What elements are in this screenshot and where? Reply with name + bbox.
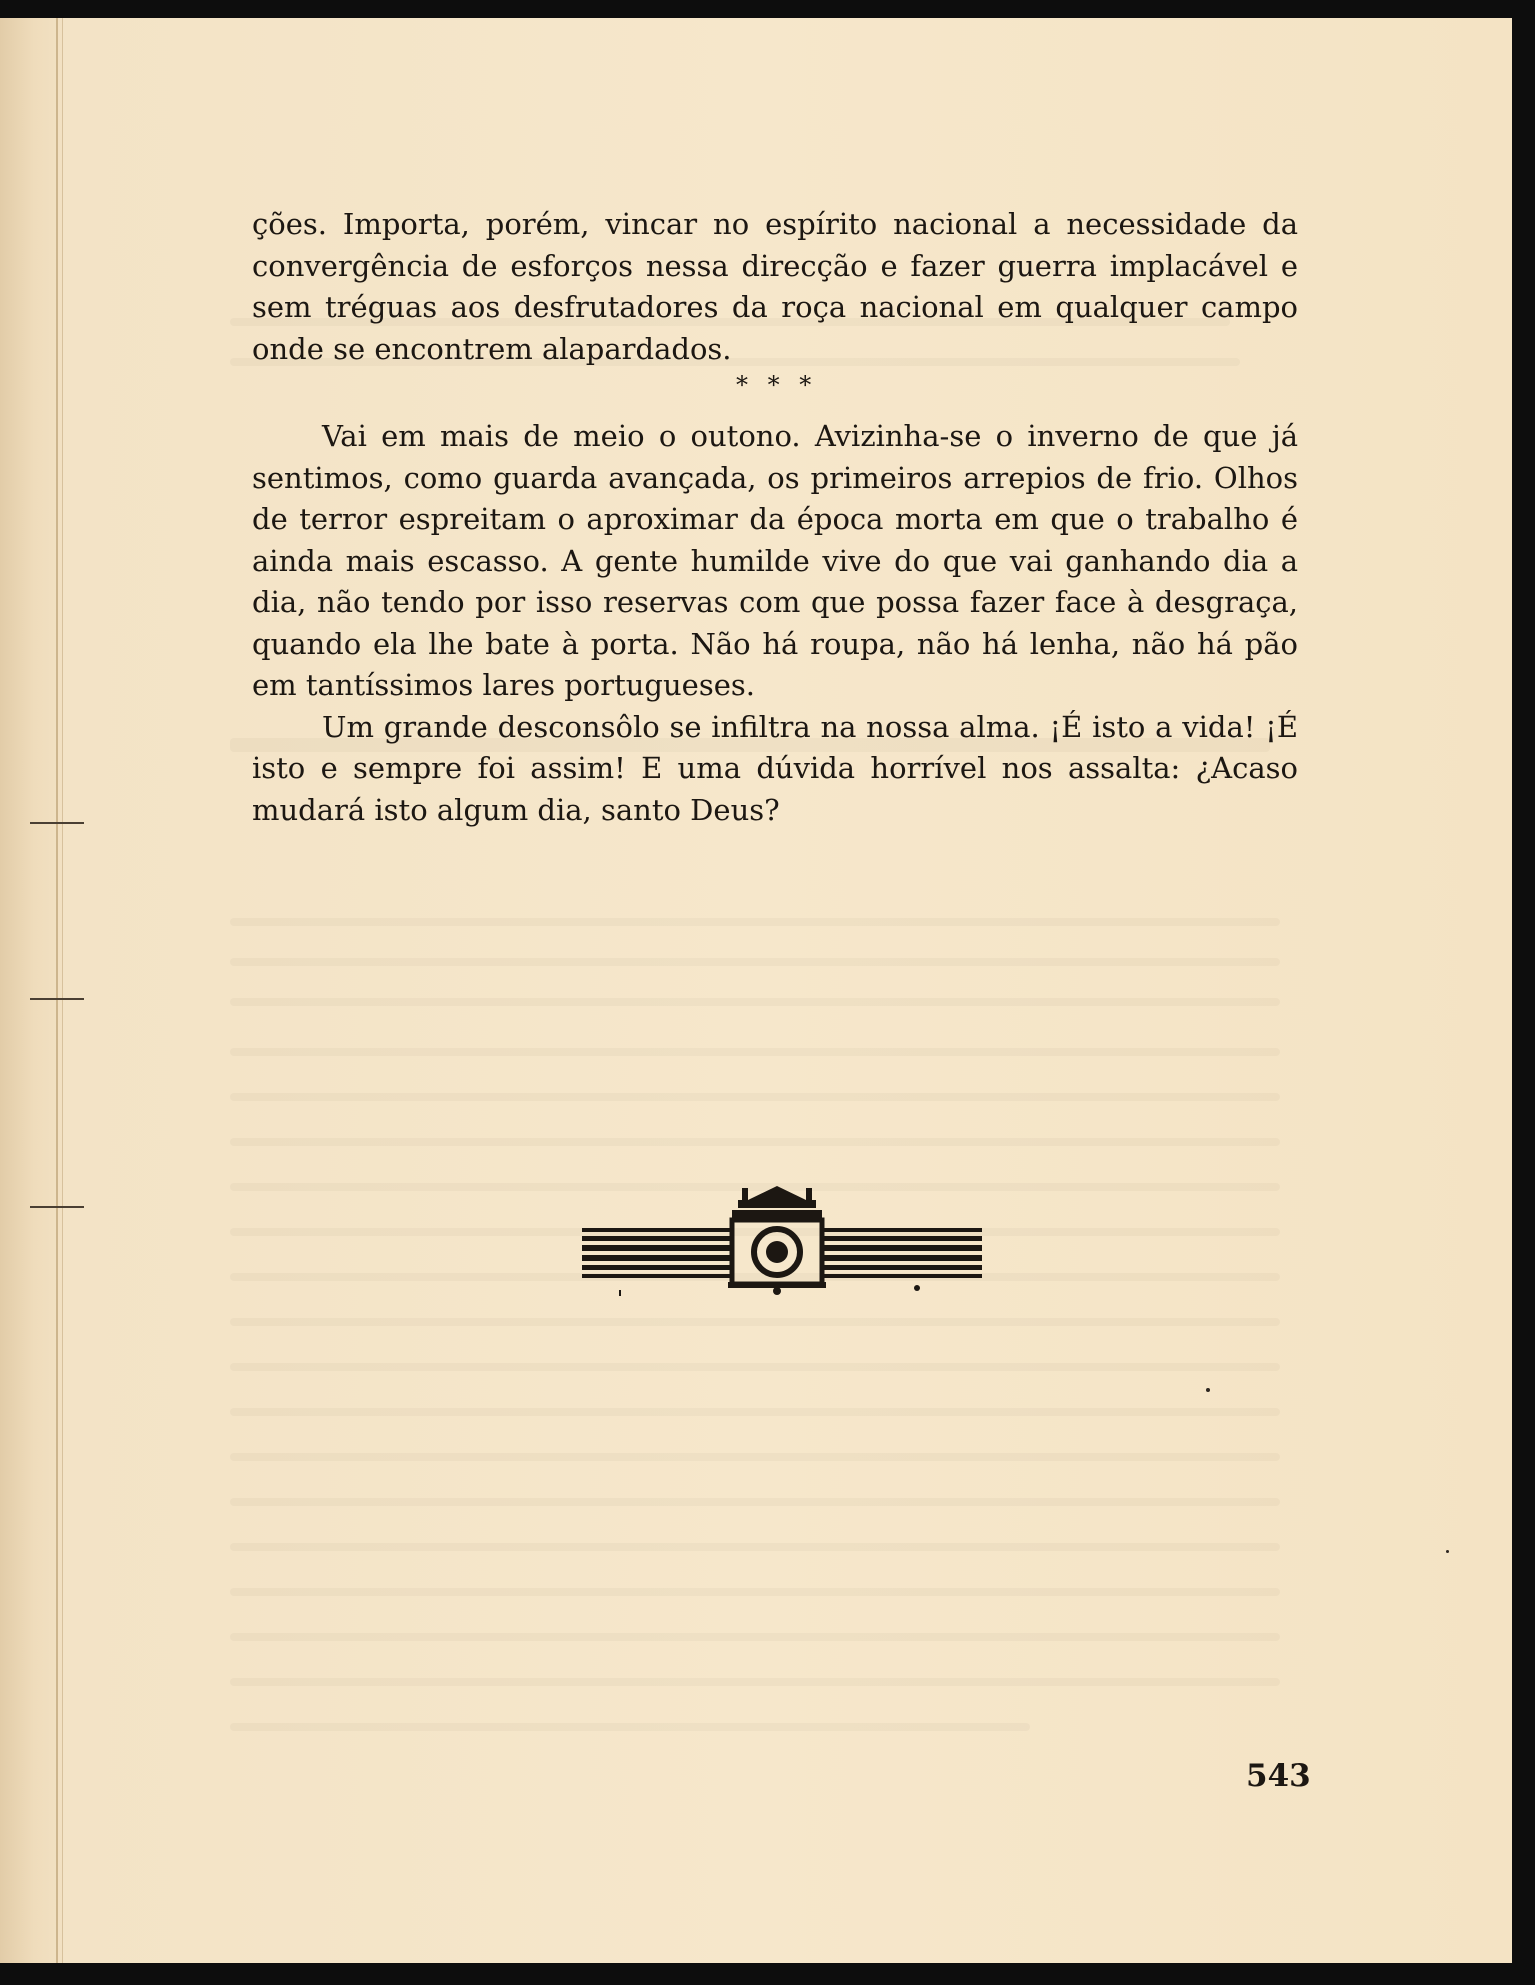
page-number: 543 xyxy=(1246,1758,1311,1794)
binding-mark xyxy=(30,998,84,1000)
gutter-fold xyxy=(56,18,58,1963)
body-text xyxy=(252,204,1298,831)
binding-mark xyxy=(30,1206,84,1208)
paper-speck xyxy=(1446,1550,1449,1553)
paragraph-lament: Um grande desconsôlo se infiltra na nossa alma. ¡É isto a vida! ¡É isto e sempre foi assim! E uma dúvida horrível nos assalta: ¿Acaso mudará isto algum dia, santo Deus? xyxy=(252,709,1298,827)
paragraph-autumn: Vai em mais de meio o outono. Avizinha-se o inverno de que já sentimos, como guarda avançada, os primeiros arrepios de frio. Olhos de terror espreitam o aproximar da época morta em que o trabalho é ainda mais escasso. A gente humilde vive do que vai ganhando dia a dia, não tendo por isso reservas com que possa fazer face à desgraça, quando ela lhe bate à porta. Não há roupa, não há lenha, não há pão em tantíssimos lares portugueses. xyxy=(252,419,1298,702)
binding-mark xyxy=(30,822,84,824)
book-page xyxy=(0,18,1512,1963)
paragraph-continuation: ções. Importa, porém, vincar no espírito nacional a necessidade da convergência de esforços nessa direcção e fazer guerra implacável e sem tréguas aos desfrutadores da roça nacional em qualquer campo onde se encontrem alapardados. xyxy=(252,207,1298,366)
decorative-vignette-icon xyxy=(582,1186,982,1298)
paper-speck xyxy=(1206,1388,1210,1392)
section-separator: * * * xyxy=(736,371,818,399)
page-gutter xyxy=(0,18,63,1963)
